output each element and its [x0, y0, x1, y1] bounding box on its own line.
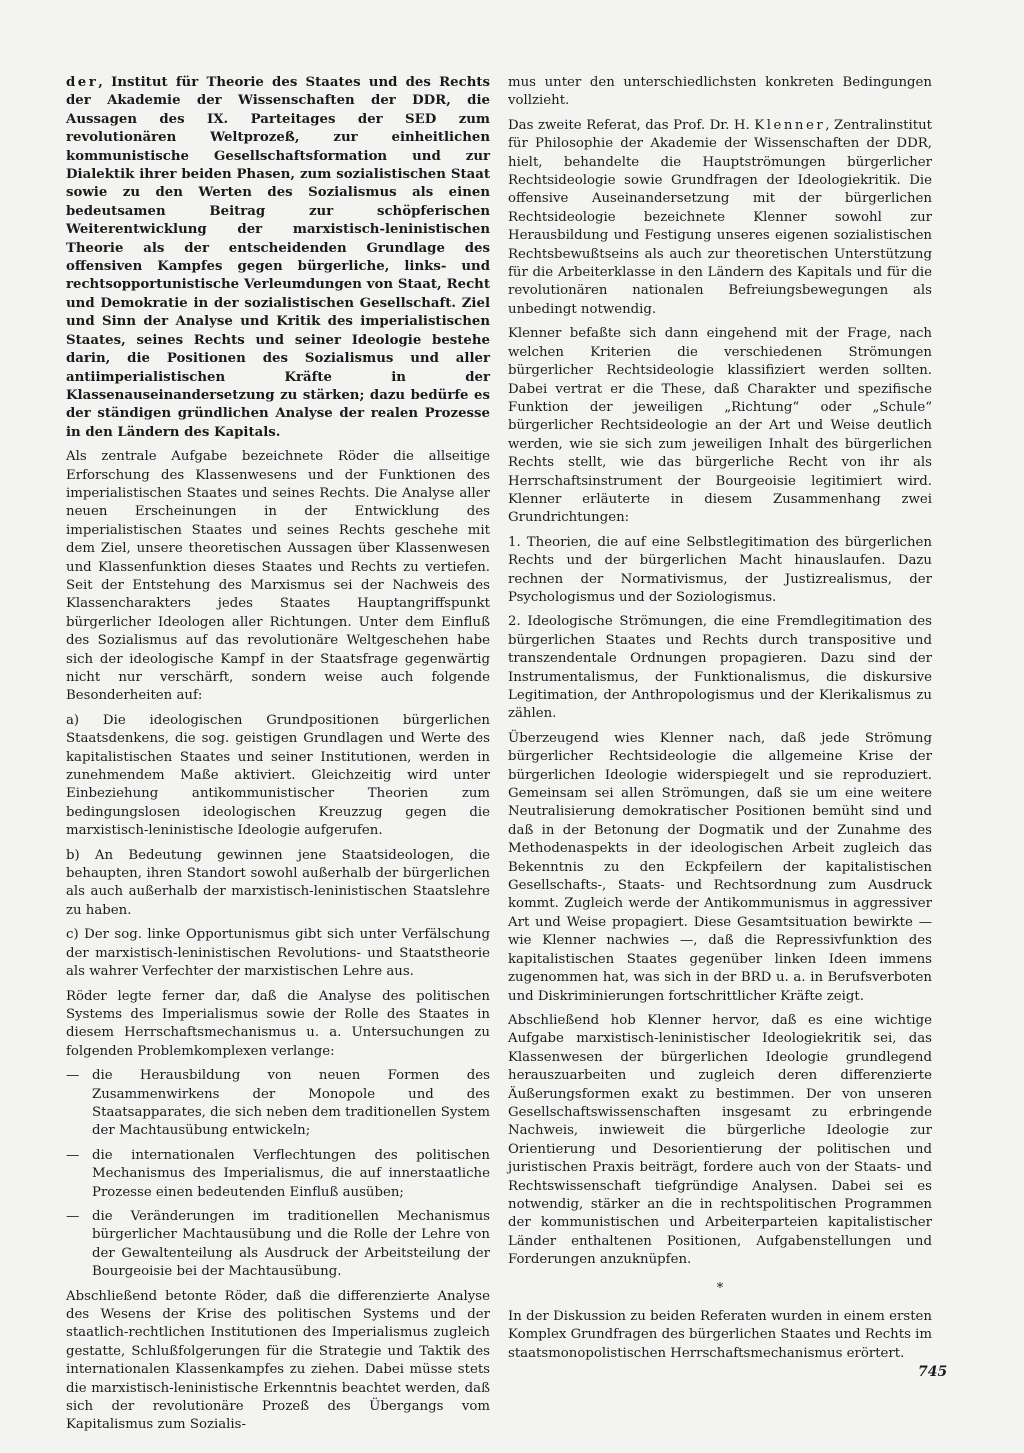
paragraph: Klenner befaßte sich dann eingehend mit der Frage, nach welchen Kriterien die verschiedenen Strömungen bürgerlicher Rechtsideologie klassifiziert werden sollten. Dabei vertrat er die These, daß Charakter und spezifische Funktion der jeweiligen „Richtung“ oder „Schule“ bürgerlicher Rechtsideologie an der Art und Weise deutlich werden, wie sie sich zum jeweiligen Inhalt des bürgerlichen Rechts stellt, wie das bürgerliche Recht von ihr als Herrschaftsinstrument der Bourgeoisie legitimiert wird. Klenner erläuterte in diesem Zusammenhang zwei Grundrichtungen: [508, 326, 932, 526]
section-separator: * [716, 1280, 724, 1296]
paragraph: mus unter den unterschiedlichsten konkreten Bedingungen vollzieht. [508, 75, 932, 109]
list-item-text: die Veränderungen im traditionellen Mechanismus bürgerlicher Machtausübung und die Rolle der Lehre von der Gewaltenteilung als Ausdruck der Arbeitsteilung der Bourgeoisie bei der Machtausübung. [92, 1208, 490, 1280]
list-item [66, 1208, 490, 1282]
list-item-b: b) An Bedeutung gewinnen jene Staatsideologen, die behaupten, ihren Standort sowohl außerhalb der bürgerlichen als auch außerhalb der marxistisch-leninistischen Staatslehre zu haben. [66, 847, 490, 918]
list-item-a: a) Die ideologischen Grundpositionen bürgerlichen Staatsdenkens, die sog. geistigen Grundlagen und Werte des kapitalistischen Staates und seiner Institutionen, werden in zunehmendem Maße aktiviert. Gleichzeitig wird unter Einbeziehung antikommunistischer Theorien zum bedingungslosen ideologischen Kreuzzug gegen die marxistisch-leninistische Ideologie aufgerufen. [66, 712, 490, 839]
dash-marker: — [66, 1147, 80, 1163]
paragraph: Überzeugend wies Klenner nach, daß jede Strömung bürgerlicher Rechtsideologie die allgemeine Krise der bürgerlichen Ideologie widerspiegelt und sie reproduziert. Gemeinsam sei allen Strömungen, daß sie um eine weitere Neutralisierung demokratischer Positionen bemüht sind und daß in der Betonung der Dogmatik und der Zunahme des Methodenaspekts in der ideologischen Arbeit zugleich das Bekenntnis zu den Eckpfeilern der kapitalistischen Gesellschafts-, Staats- und Rechtsordnung zum Ausdruck kommt. Zugleich werde der Antikommunismus in aggressiver Art und Weise propagiert. Diese Gesamtsituation bewirkte — wie Klenner nachwies —, daß die Repressivfunktion des kapitalistischen Staates gegenüber linken Ideen immens zugenommen hat, was sich in der BRD u. a. in Berufsverboten und Diskriminierungen fortschrittlicher Kräfte zeigt. [508, 730, 932, 1004]
dash-list [66, 1067, 490, 1281]
spaced-author-fragment: der [66, 75, 99, 90]
paragraph: Röder legte ferner dar, daß die Analyse des politischen Systems des Imperialismus sowie der Rolle des Staates in diesem Herrschaftsmechanismus u. a. Untersuchungen zu folgenden Problemkomplexen verlange: [66, 988, 490, 1059]
right-column [508, 74, 932, 1369]
paragraph: der, Institut für Theorie des Staates und des Rechts der Akademie der Wissenschaften der DDR, die Aussagen des IX. Parteitages der SED zum revolutionären Weltprozeß, zur einheitlichen kommunistische Gesellschaftsformation und zur Dialektik ihrer beiden Phasen, zum sozialistischen Staat sowie zu den Werten des Sozialismus als einen bedeutsamen Beitrag zur schöpferischen Weiterentwicklung der marxistisch-leninistischen Theorie als der entscheidenden Grundlage des offensiven Kampfes gegen bürgerliche, links- und rechtsopportunistische Verleumdungen von Staat, Recht und Demokratie in der sozialistischen Gesellschaft. Ziel und Sinn der Analyse und Kritik des imperialistischen Staates, seines Rechts und seiner Ideologie bestehe darin, die Positionen des Sozialismus und aller antiimperialistischen Kräfte in der Klassenauseinandersetzung zu stärken; dazu bedürfe es der ständigen gründlichen Analyse der realen Prozesse in den Ländern des Kapitals. [66, 75, 490, 440]
list-item [66, 1147, 490, 1202]
paragraph: Abschließend betonte Röder, daß die differenzierte Analyse des Wesens der Krise des politischen Systems und der staatlich-rechtlichen Institutionen des Imperialismus zugleich gestatte, Schlußfolgerungen für die Strategie und Taktik des internationalen Klassenkampfes zu ziehen. Dabei müsse stets die marxistisch-leninistische Erkenntnis beachtet werden, daß sich der revolutionäre Prozeß des Übergangs vom Kapitalismus zum Sozialis- [66, 1288, 490, 1433]
paragraph: Das zweite Referat, das Prof. Dr. H. Klenner, Zentralinstitut für Philosophie der Akademie der Wissenschaften der DDR, hielt, behandelte die Hauptströmungen bürgerlicher Rechtsideologie sowie Grundfragen der Ideologiekritik. Die offensive Auseinandersetzung mit der bürgerlichen Rechtsideologie bezeichnete Klenner sowohl zur Herausbildung und Festigung unseres eigenen sozialistischen Rechtsbewußtseins als auch zur theoretischen Unterstützung für die Arbeiterklasse in den Ländern des Kapitals und für die revolutionären nationalen Befreiungsbewegungen als unbedingt notwendig. [508, 117, 932, 317]
spaced-name: Klenner [754, 117, 826, 133]
paragraph: Abschließend hob Klenner hervor, daß es eine wichtige Aufgabe marxistisch-leninistischer Ideologiekritik sei, das Klassenwesen der bürgerlichen Ideologie grundlegend herauszuarbeiten und zugleich deren differenzierte Äußerungsformen exakt zu bestimmen. Der von unseren Gesellschaftswissenschaften insgesamt zu erbringende Nachweis, inwieweit die bürgerliche Ideologie zur Orientierung und Desorientierung der politischen und juristischen Praxis beiträgt, fordere auch von der Staats- und Rechtswissenschaft tiefgründige Analysen. Dabei sei es notwendig, stärker an die in rechtspolitischen Programmen der kommunistischen und Arbeiterparteien kapitalistischer Länder enthaltenen Positionen, Aufgabenstellungen und Forderungen anzuknüpfen. [508, 1012, 932, 1268]
list-item [66, 1067, 490, 1141]
page-number: 745 [918, 1364, 948, 1380]
dash-marker: — [66, 1068, 80, 1084]
list-item-c: c) Der sog. linke Opportunismus gibt sich unter Verfälschung der marxistisch-leninistischen Revolutions- und Staatstheorie als wahrer Verfechter der marxistischen Lehre aus. [66, 927, 490, 980]
list-item-2: 2. Ideologische Strömungen, die eine Fremdlegitimation des bürgerlichen Staates und Rechts durch transpositive und transzendentale Ordnungen propagieren. Dazu sind der Instrumentalismus, der Funktionalismus, die diskursive Legitimation, der Anthropologismus und der Klerikalismus zu zählen. [508, 614, 932, 722]
paragraph: In der Diskussion zu beiden Referaten wurden in einem ersten Komplex Grundfragen des bürgerlichen Staates und Rechts im staatsmonopolistischen Herrschaftsmechanismus erörtert. [508, 1309, 932, 1361]
list-item-text: die internationalen Verflechtungen des politischen Mechanismus des Imperialismus, die auf innerstaatliche Prozesse einen bedeutenden Einfluß ausüben; [92, 1147, 490, 1200]
list-item-text: die Herausbildung von neuen Formen des Zusammenwirkens der Monopole und des Staatsapparates, die sich neben dem traditionellen System der Machtausübung entwickeln; [92, 1068, 490, 1139]
list-item-1: 1. Theorien, die auf eine Selbstlegitimation des bürgerlichen Rechts und der bürgerlichen Macht hinauslaufen. Dazu rechnen der Normativismus, der Justizrealismus, der Psychologismus und der Soziologismus. [508, 534, 932, 605]
left-column [66, 74, 490, 1441]
dash-marker: — [66, 1208, 80, 1224]
paragraph: Als zentrale Aufgabe bezeichnete Röder die allseitige Erforschung des Klassenwesens und der Funktionen des imperialistischen Staates und seines Rechts. Die Analyse aller neuen Erscheinungen in der Entwicklung des imperialistischen Staates und seines Rechts geschehe mit dem Ziel, unsere theoretischen Aussagen über Klassenwesen und Klassenfunktion dieses Staates und Rechts zu vertiefen. Seit der Entstehung des Marxismus sei der Nachweis des Klassencharakters jedes Staates Hauptangriffspunkt bürgerlicher Ideologen aller Richtungen. Unter dem Einfluß des Sozialismus auf das revolutionäre Weltgeschehen habe sich der ideologische Kampf in der Staatsfrage gegenwärtig nicht nur verschärft, sondern weise auch folgende Besonderheiten auf: [66, 449, 490, 704]
